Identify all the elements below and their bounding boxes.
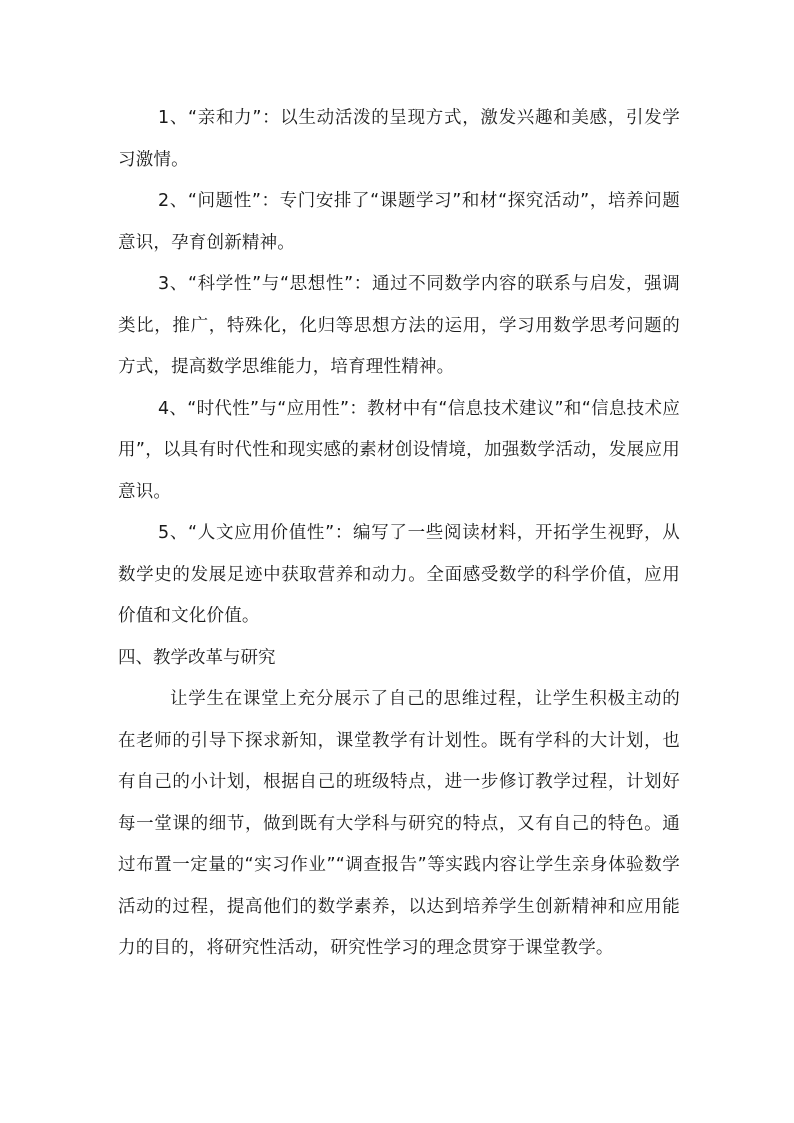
item-text: “问题性”：专门安排了“课题学习”和材“探究活动”，培养问题意识，孕育创新精神。	[118, 191, 680, 253]
list-item-2	[118, 181, 680, 264]
section-body: 让学生在课堂上充分展示了自己的思维过程，让学生积极主动的在老师的引导下探求新知，课堂教学有计划性。既有学科的大计划，也有自己的小计划，根据自己的班级特点，进一步修订教学过程，计划好每一堂课的细节，做到既有大学科与研究的特点，又有自己的特色。通过布置一定量的“实习作业”“调查报告”等实践内容让学生亲身体验数学活动的过程，提高他们的数学素养，以达到培养学生创新精神和应用能力的目的，将研究性活动，研究性学习的理念贯穿于课堂教学。	[118, 689, 680, 958]
item-number: 1、	[158, 108, 189, 128]
list-item-1	[118, 98, 680, 181]
document-page	[118, 98, 680, 970]
list-item-4	[118, 389, 680, 514]
section-heading: 四、教学改革与研究	[118, 647, 276, 668]
item-number: 4、	[158, 398, 188, 419]
item-number: 5、	[158, 523, 189, 543]
list-item-3	[118, 264, 680, 389]
item-text: “人文应用价值性”：编写了一些阅读材料，开拓学生视野，从数学史的发展足迹中获取营养和动力。全面感受数学的科学价值，应用价值和文化价值。	[118, 523, 680, 626]
item-number: 2、	[158, 191, 188, 211]
item-text: “亲和力”：以生动活泼的呈现方式，激发兴趣和美感，引发学习激情。	[118, 108, 680, 170]
item-text: “科学性”与“思想性”：通过不同数学内容的联系与启发，强调类比，推广，特殊化，化归等思想方法的运用，学习用数学思考问题的方式，提高数学思维能力，培育理性精神。	[118, 274, 680, 377]
list-item-5	[118, 513, 680, 638]
item-text: “时代性”与“应用性”：教材中有“信息技术建议”和“信息技术应用”，以具有时代性和现实感的素材创设情境，加强数学活动，发展应用意识。	[118, 398, 680, 502]
item-number: 3、	[158, 274, 188, 294]
